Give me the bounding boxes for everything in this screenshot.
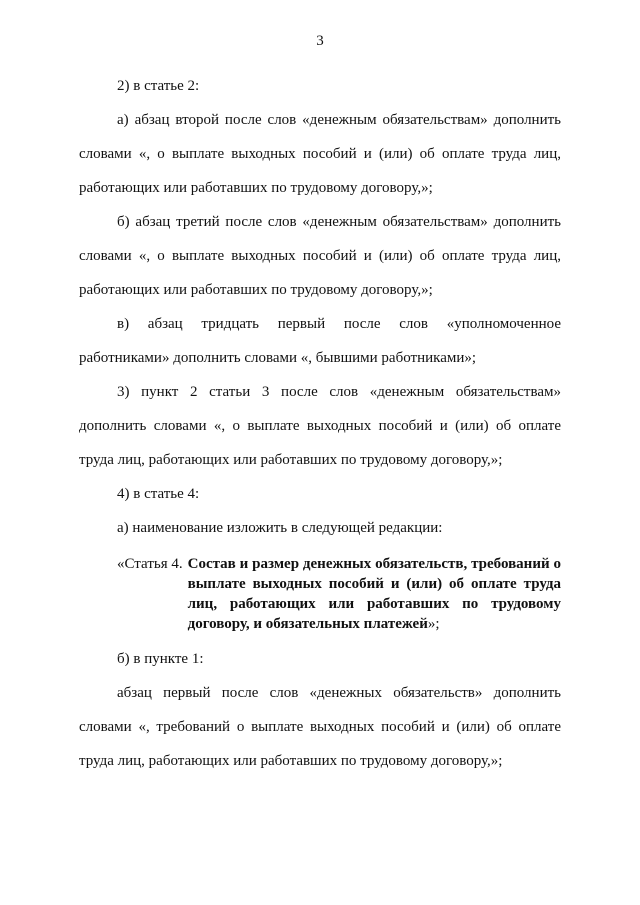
article-title-tail: »; [427,616,440,632]
document-body [79,69,561,778]
paragraph-amend-first: абзац первый после слов «денежных обязательств» дополнить словами «, требований о выплате выходных пособий и (или) об оплате труда лиц, работающих или работавших по трудовому договору,»; [79,685,561,769]
page-number: 3 [316,33,324,49]
paragraph-item-4b: б) в пункте 1: [117,651,204,667]
paragraph-item-2a: а) абзац второй после слов «денежным обязательствам» дополнить словами «, о выплате выходных пособий и (или) об оплате труда лиц, работающих или работавших по трудовому договору,»; [79,112,561,196]
article-label: «Статья 4. [117,556,183,572]
paragraph-item-4a: а) наименование изложить в следующей редакции: [117,520,443,536]
article-heading [117,554,561,634]
paragraph-item-2v: в) абзац тридцать первый после слов «уполномоченное работниками» дополнить словами «, бывшими работниками»; [79,316,561,366]
paragraph-item-4: 4) в статье 4: [117,486,200,502]
paragraph-item-2b: б) абзац третий после слов «денежным обязательствам» дополнить словами «, о выплате выходных пособий и (или) об оплате труда лиц, работающих или работавших по трудовому договору,»; [79,214,561,298]
paragraph-item-2: 2) в статье 2: [117,78,200,94]
paragraph-item-3: 3) пункт 2 статьи 3 после слов «денежным обязательствам» дополнить словами «, о выплате выходных пособий и (или) об оплате труда лиц, работающих или работавших по трудовому договору,»; [79,384,561,468]
article-title [183,554,561,634]
article-title-text: Состав и размер денежных обязательств, требований о выплате выходных пособий и (или) об оплате труда лиц, работающих или работавших по трудовому договору, и обязательных платежей [187,556,561,632]
